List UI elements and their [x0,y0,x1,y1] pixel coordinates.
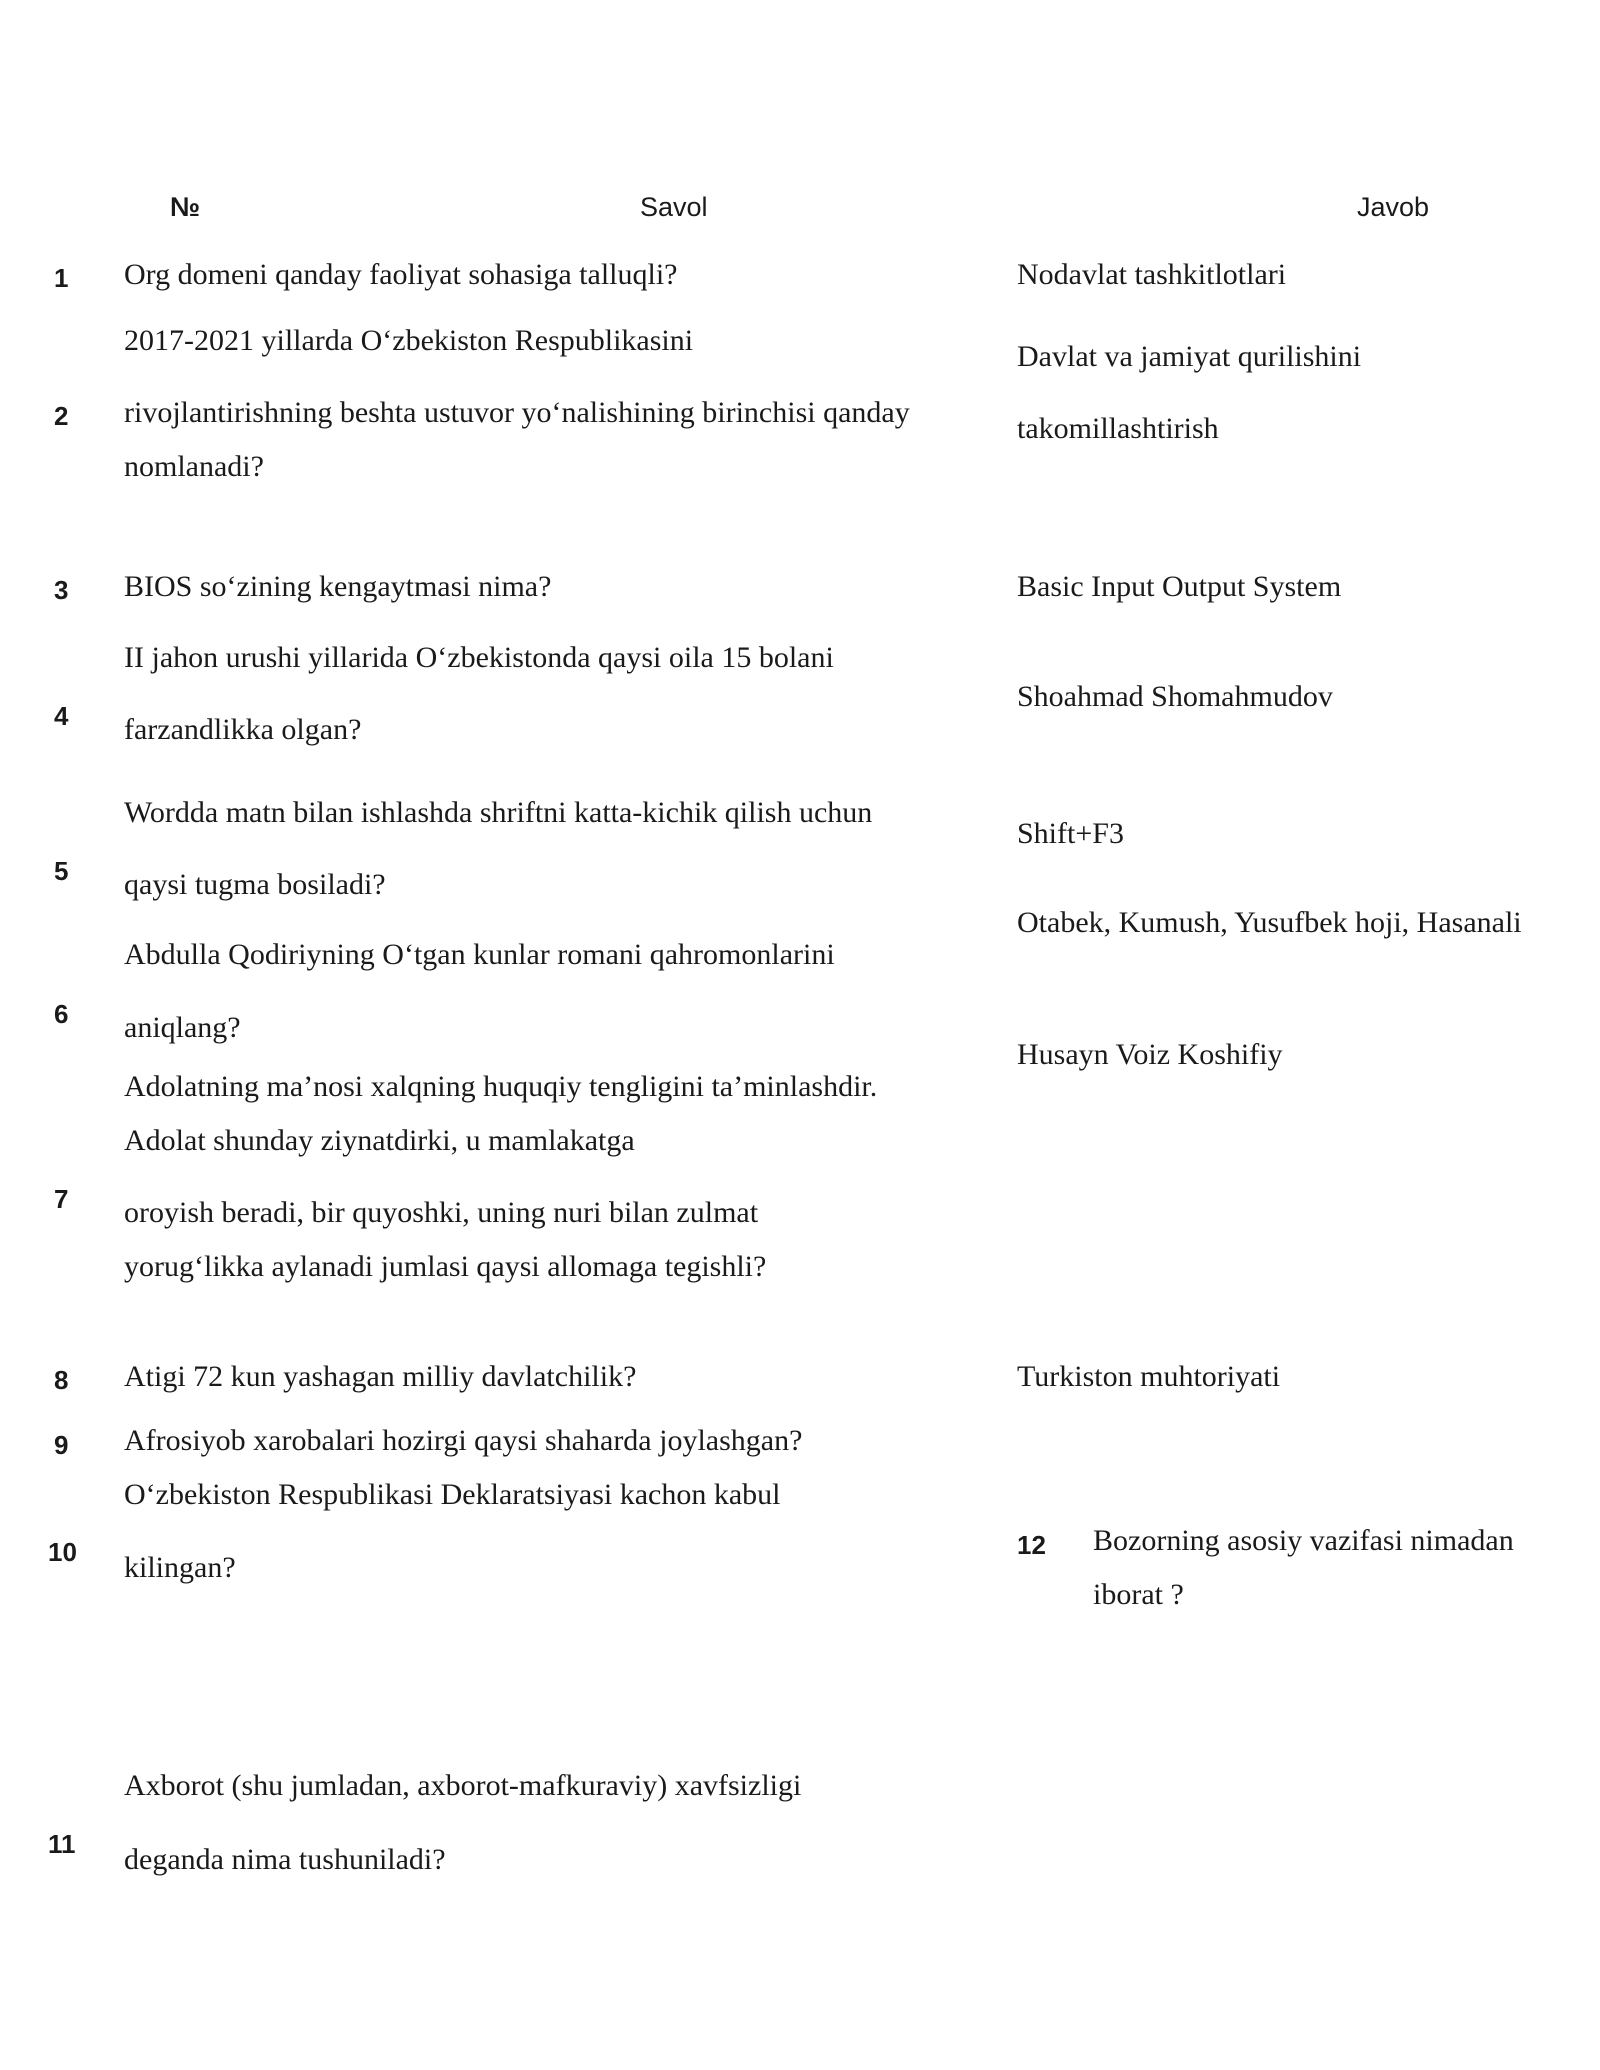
answer-line: Davlat va jamiyat qurilishini [1017,340,1362,373]
row-number: 3 [54,575,69,605]
answer-line: Otabek, Kumush, Yusufbek hoji, Hasanali [1017,906,1522,939]
row-number: 7 [54,1184,69,1214]
question-line: Wordda matn bilan ishlashda shriftni katta-kichik qilish uchun [124,796,873,829]
row-number: 5 [54,856,69,886]
row-number: 12 [1017,1530,1046,1560]
question-line: aniqlang? [124,1011,241,1044]
question-line: Org domeni qanday faoliyat sohasiga talluqli? [124,258,678,291]
answer-line: Shoahmad Shomahmudov [1017,680,1333,713]
answer-line: Turkiston muhtoriyati [1017,1360,1281,1393]
row-number: 10 [48,1537,77,1567]
question-line: deganda nima tushuniladi? [124,1843,446,1876]
question-line: yorug‘likka aylanadi jumlasi qaysi allomaga tegishli? [124,1250,767,1283]
question-line: Bozorning asosiy vazifasi nimadan [1093,1524,1514,1557]
answer-line: Nodavlat tashkitlotlari [1017,258,1287,291]
answer-line: Husayn Voiz Koshifiy [1017,1038,1283,1071]
question-line: nomlanadi? [124,450,264,483]
row-number: 11 [48,1829,76,1859]
question-line: BIOS so‘zining kengaytmasi nima? [124,570,552,603]
header-answer: Javob [1357,192,1430,222]
row-number: 4 [54,701,69,731]
answer-line: Basic Input Output System [1017,570,1342,603]
question-line: rivojlantirishning beshta ustuvor yo‘nalishining birinchisi qanday [124,396,910,429]
question-line: oroyish beradi, bir quyoshki, uning nuri bilan zulmat [124,1196,759,1229]
question-line: Axborot (shu jumladan, axborot-mafkuraviy) xavfsizligi [124,1769,802,1802]
header-number: № [170,192,201,222]
answer-line: Shift+F3 [1017,817,1124,850]
question-line: kilingan? [124,1551,236,1584]
question-line: Abdulla Qodiriyning O‘tgan kunlar romani qahromonlarini [124,938,835,971]
header-question: Savol [640,192,708,222]
question-line: 2017-2021 yillarda O‘zbekiston Respublikasini [124,324,694,357]
answer-line: takomillashtirish [1017,412,1219,445]
question-line: II jahon urushi yillarida O‘zbekistonda qaysi oila 15 bolani [124,641,834,674]
row-number: 9 [54,1430,69,1460]
row-number: 2 [54,401,69,431]
question-line: Atigi 72 kun yashagan milliy davlatchilik? [124,1360,637,1393]
question-line: qaysi tugma bosiladi? [124,868,386,901]
question-line: iborat ? [1093,1578,1184,1611]
question-line: O‘zbekiston Respublikasi Deklaratsiyasi kachon kabul [124,1478,781,1511]
row-number: 8 [54,1365,69,1395]
question-line: Adolat shunday ziynatdirki, u mamlakatga [124,1124,635,1157]
row-number: 6 [54,999,69,1029]
question-line: Afrosiyob xarobalari hozirgi qaysi shaharda joylashgan? [124,1424,803,1457]
question-line: farzandlikka olgan? [124,713,362,746]
question-line: Adolatning ma’nosi xalqning huquqiy tengligini ta’minlashdir. [124,1070,878,1103]
row-number: 1 [54,263,69,293]
